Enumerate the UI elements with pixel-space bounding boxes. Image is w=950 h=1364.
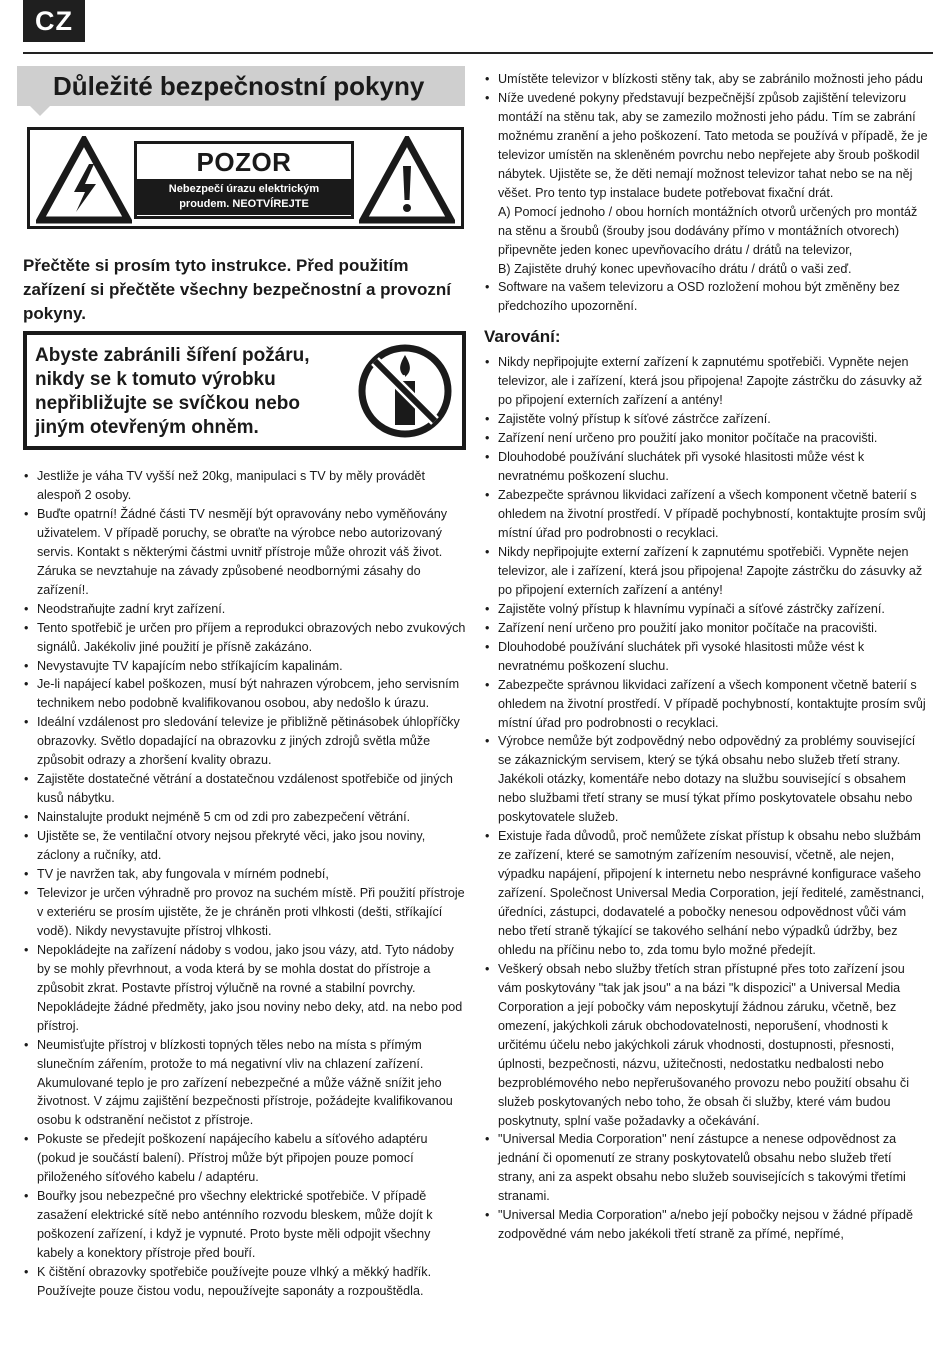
- list-item: • Nikdy nepřipojujte externí zařízení k zapnutému spotřebiči. Vypněte nejen televizor, ale i zařízení, která jsou připojena! Zapojte zástrčku do zásuvky až po připojení externích zařízení a antény!: [484, 543, 930, 600]
- caution-subtitle-line1: Nebezpečí úrazu elektrickým: [168, 183, 320, 195]
- right-column: [484, 70, 930, 1244]
- list-item: • Zařízení není určeno pro použití jako monitor počítače na pracovišti.: [484, 619, 930, 638]
- list-item: • Existuje řada důvodů, proč nemůžete získat přístup k obsahu nebo službám ze zařízení, které se samotným zařízením nesouvisí, včetně, ale nejen, výpadku napájení, připojení k internetu nebo nesprávné konfigurace vašeho zařízení. Společnost Universal Media Corporation, její ředitelé, zaměstnanci, úředníci, zástupci, dodavatelé a pobočky nenesou odpovědnost vůči vám nebo třetí straně týkající se takového selhání nebo výpadků údržby, bez ohledu na příčinu nebo to, zda tomu bylo možné předejít.: [484, 827, 930, 960]
- list-item: • Je-li napájecí kabel poškozen, musí být nahrazen výrobcem, jeho servisním technikem nebo podobně kvalifikovanou osobou, aby nedošlo k úrazu.: [23, 675, 468, 713]
- list-item: • Dlouhodobé používání sluchátek při vysoké hlasitosti může vést k nevratnému poškození sluchu.: [484, 638, 930, 676]
- list-item: • Zajistěte dostatečné větrání a dostatečnou vzdálenost spotřebiče od jiných kusů nábytku.: [23, 770, 468, 808]
- list-item: • Nainstalujte produkt nejméně 5 cm od zdi pro zabezpečení větrání.: [23, 808, 468, 827]
- fire-warning-line: jiným otevřeným ohněm.: [35, 417, 259, 438]
- caution-label: [134, 141, 354, 219]
- electric-shock-warning-icon: [36, 136, 132, 224]
- title-banner: [17, 66, 465, 106]
- list-item: • Ujistěte se, že ventilační otvory nejsou překryté věci, jako jsou noviny, záclony a ručníky, atd.: [23, 827, 468, 865]
- warnings-heading: Varování:: [484, 327, 561, 347]
- list-item: • Buďte opatrní! Žádné části TV nesmějí být opravovány nebo vyměňovány uživatelem. V případě poruchy, se obraťte na výrobce nebo autorizovaný servis. Kontakt s některými částmi uvnitř přístroje může ohrozit váš život. Záruka se nevztahuje na závady způsobené neodbornými zásahy do zařízení!.: [23, 505, 468, 600]
- fire-warning-box: [23, 331, 466, 450]
- safety-list: [23, 467, 468, 1301]
- list-item: • Ideální vzdálenost pro sledování televize je přibližně pětinásobek úhlopříčky obrazovky. Světlo dopadající na obrazovku z jiných zdrojů světla může způsobit odrazy a zhoršení kvality obrazu.: [23, 713, 468, 770]
- caution-subtitle: [137, 179, 351, 215]
- list-item: • Zařízení není určeno pro použití jako monitor počítače na pracovišti.: [484, 429, 930, 448]
- intro-text: Přečtěte si prosím tyto instrukce. Před použitím zařízení si přečtěte všechny bezpečnostní a provozní pokyny.: [23, 256, 451, 323]
- list-item-step-b: B) Zajistěte druhý konec upevňovacího drátu / drátů o vaši zeď.: [498, 261, 852, 276]
- header-divider: [23, 52, 933, 54]
- list-item: • Tento spotřebič je určen pro příjem a reprodukci obrazových nebo zvukových signálů. Jakékoliv jiné použití je přísně zakázáno.: [23, 619, 468, 657]
- list-item: • Dlouhodobé používání sluchátek při vysoké hlasitosti může vést k nevratnému poškození sluchu.: [484, 448, 930, 486]
- exclamation-warning-icon: [359, 136, 455, 224]
- left-column: [23, 467, 468, 1301]
- mounting-list: [484, 70, 930, 316]
- list-item-step-a: A) Pomocí jednoho / obou horních montážních otvorů určených pro montáž na stěnu a šroubů (šrouby jsou dodávány přímo v montážních otvorech) připevněte jeden konec upevňovacího drátu / drátů na televizor,: [498, 204, 918, 257]
- list-item: • Zabezpečte správnou likvidaci zařízení a všech komponent včetně baterií s ohledem na životní prostředí. V případě pochybností, kontaktujte prosím svůj místní úřad pro podrobnosti o recyklaci.: [484, 486, 930, 543]
- list-item: • Neumisťujte přístroj v blízkosti topných těles nebo na místa s přímým slunečním zářením, protože to má negativní vliv na chlazení zařízení. Akumulované teplo je pro zařízení nebezpečné a může vážně snížit jeho životnost. V zájmu zajištění bezpečnosti přístroje, požádejte kvalifikovanou osobu k odstranění nečistot z přístroje.: [23, 1036, 468, 1131]
- warnings-list: [484, 353, 930, 1244]
- list-item: • "Universal Media Corporation" a/nebo její pobočky nejsou v žádné případě zodpovědné vám nebo jakékoli třetí straně za přímé, nepřímé,: [484, 1206, 930, 1244]
- list-item: • Veškerý obsah nebo služby třetích stran přístupné přes toto zařízení jsou vám poskytovány "tak jak jsou" a na bázi "k dispozici" a Universal Media Corporation a její pobočky vám neposkytují žádnou záruku, včetně, bez omezení, jakýchkoli záruk obchodovatelnosti, neporušení, vhodnosti k určitému účelu nebo jakýchkoli záruk vhodnosti, dostupnosti, přesnosti, úplnosti, bezpečnosti, názvu, užitečnosti, nedostatku nedbalosti nebo bezproblémového nebo nepřerušovaného provozu nebo použití obsahu či služeb poskytovaných nebo toho, že obsah či služby, které vám budou poskytnuty, splní vaše požadavky a očekávání.: [484, 960, 930, 1131]
- fire-warning-line: nikdy se k tomuto výrobku: [35, 369, 276, 390]
- list-item: • Nikdy nepřipojujte externí zařízení k zapnutému spotřebiči. Vypněte nejen televizor, ale i zařízení, která jsou připojena! Zapojte zástrčku do zásuvky až po připojení externích zařízení a antény!: [484, 353, 930, 410]
- list-item: • Neodstraňujte zadní kryt zařízení.: [23, 600, 468, 619]
- list-item: [484, 89, 930, 279]
- list-item: • Software na vašem televizoru a OSD rozložení mohou být změněny bez předchozího upozornění.: [484, 278, 930, 316]
- caution-box: [27, 127, 464, 229]
- caution-subtitle-line2: proudem. NEOTVÍREJTE: [179, 198, 309, 210]
- list-item-text: • Níže uvedené pokyny představují bezpečnější způsob zajištění televizoru montáží na stěnu tak, aby se zamezilo možnosti jeho pádu. Tím se zabrání možnému zranění a jeho poškození. Tato metoda se používá v případě, že je televizor umístěn na skleněném povrchu nebo nepřejete aby šroub poškodil nábytek. Ujistěte se, že děti nemají možnost televizor tahat nebo se na něj věšet. Pro tento typ instalace budete potřebovat fixační drát.: [498, 90, 928, 200]
- list-item: • Zajistěte volný přístup k síťové zástrčce zařízení.: [484, 410, 930, 429]
- list-item: • Umístěte televizor v blízkosti stěny tak, aby se zabránilo možnosti jeho pádu: [484, 70, 930, 89]
- list-item: • Výrobce nemůže být zodpovědný nebo odpovědný za problémy související se zákaznickým servisem, který se týká obsahu nebo služeb třetí strany. Jakékoli otázky, komentáře nebo dotazy na službu související s obsahem nebo službami třetí strany se musí týkat přímo poskytovatele obsahu nebo poskytovatele služeb.: [484, 732, 930, 827]
- list-item: • TV je navržen tak, aby fungovala v mírném podnebí,: [23, 865, 468, 884]
- list-item: • Nevystavujte TV kapajícím nebo stříkajícím kapalinám.: [23, 657, 468, 676]
- list-item: • Nepokládejte na zařízení nádoby s vodou, jako jsou vázy, atd. Tyto nádoby by se mohly převrhnout, a voda která by se mohla dostat do přístroje a způsobit zkrat. Postavte přístroj výlučně na rovné a stabilní povrchy. Nepokládejte žádné předměty, jako jsou noviny nebo deky, atd. na nebo pod přístroj.: [23, 941, 468, 1036]
- fire-warning-line: Abyste zabránili šíření požáru,: [35, 345, 310, 366]
- list-item: • Televizor je určen výhradně pro provoz na suchém místě. Při použití přístroje v exteriéru se prosím ujistěte, že je chráněn proti vlhkosti (dešti, stříkající vodě). Nikdy nevystavujte přístroj vlhkosti.: [23, 884, 468, 941]
- no-open-flame-icon: [355, 341, 455, 441]
- list-item: • Zajistěte volný přístup k hlavnímu vypínači a síťové zástrčky zařízení.: [484, 600, 930, 619]
- list-item: • "Universal Media Corporation" není zástupce a nenese odpovědnost za jednání či opomenutí ze strany poskytovatelů obsahu nebo služeb třetí strany, ani za aspekt obsahu nebo služeb souvisejících s takovými třetími stranami.: [484, 1130, 930, 1206]
- list-item: • Zabezpečte správnou likvidaci zařízení a všech komponent včetně baterií s ohledem na životní prostředí. V případě pochybností, kontaktujte prosím svůj místní úřad pro podrobnosti o recyklaci.: [484, 676, 930, 733]
- caution-title: POZOR: [196, 147, 292, 177]
- fire-warning-line: nepřibližujte se svíčkou nebo: [35, 393, 301, 414]
- title-banner-notch: [30, 106, 50, 116]
- list-item: • Pokuste se předejít poškození napájecího kabelu a síťového adaptéru (pokud je součástí balení). Přístroj může být připojen pouze pomocí přiloženého síťového kabelu / adaptéru.: [23, 1130, 468, 1187]
- list-item: • Jestliže je váha TV vyšší než 20kg, manipulaci s TV by měly provádět alespoň 2 osoby.: [23, 467, 468, 505]
- list-item: • K čištění obrazovky spotřebiče používejte pouze vlhký a měkký hadřík. Používejte pouze čistou vodu, nepoužívejte saponáty a rozpouštědla.: [23, 1263, 468, 1301]
- list-item: • Bouřky jsou nebezpečné pro všechny elektrické spotřebiče. V případě zasažení elektrické sítě nebo anténního rozvodu bleskem, může dojít k poškození zařízení, i když je vypnuté. Proto byste měli odpojit všechny kabely a konektory přístroje před bouří.: [23, 1187, 468, 1263]
- fire-warning-text: [35, 344, 345, 440]
- language-badge: CZ: [23, 0, 85, 42]
- page-title: Důležité bezpečnostní pokyny: [53, 71, 425, 101]
